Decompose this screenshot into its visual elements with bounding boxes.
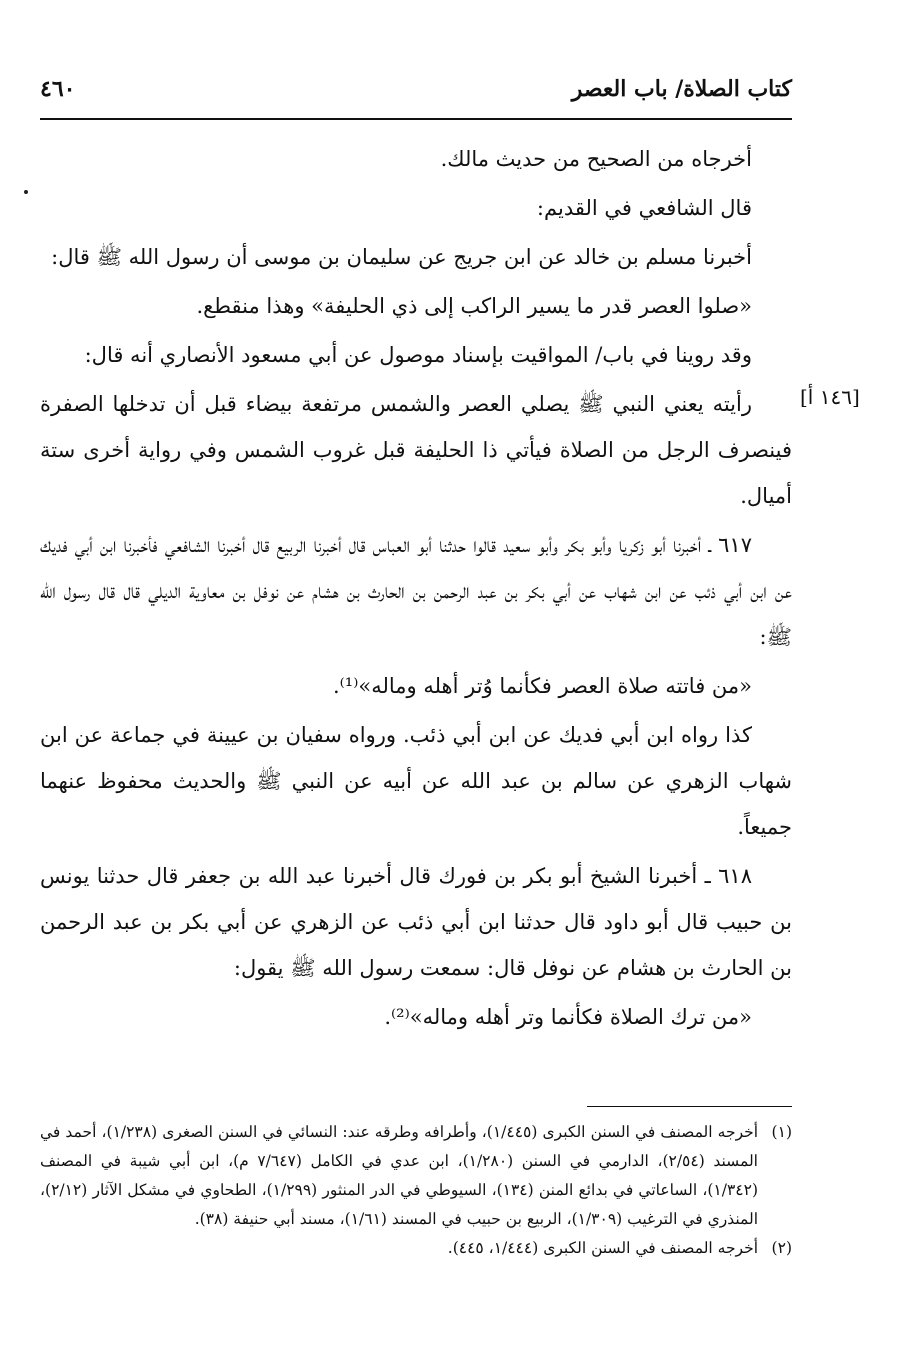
paragraph: كذا رواه ابن أبي فديك عن ابن أبي ذئب. ورواه سفيان بن عيينة في جماعة عن ابن شهاب الزهري عن سالم بن عبد الله عن أبيه عن النبي ﷺ والحديث محفوظ عنهما جميعاً. xyxy=(40,723,792,839)
header-rule xyxy=(40,118,792,120)
footnote-number: (٢) xyxy=(771,1239,792,1257)
paragraph: رأيته يعني النبي ﷺ يصلي العصر والشمس مرتفعة بيضاء قبل أن تدخلها الصفرة فينصرف الرجل من الصلاة فيأتي ذا الحليفة قبل غروب الشمس وفي رواية أخرى ستة أميال. xyxy=(40,392,792,508)
running-header xyxy=(40,76,792,106)
header-title: كتاب الصلاة/ باب العصر xyxy=(571,76,792,102)
footnotes xyxy=(40,1118,792,1263)
margin-dot xyxy=(24,190,28,194)
hadith-quote: «صلوا العصر قدر ما يسير الراكب إلى ذي الحليفة» وهذا منقطع. xyxy=(196,294,752,318)
margin-reference: [١٤٦ أ] xyxy=(800,385,860,409)
page-number: ٤٦٠ xyxy=(40,76,76,102)
main-text xyxy=(40,136,792,1043)
footnote-text: أخرجه المصنف في السنن الكبرى (١/٤٤٥)، وأطرافه وطرقه عند: النسائي في السنن الصغرى (١/٢٣٨)، أحمد في المسند (٢/٥٤)، الدارمي في السنن (١/٢٨٠)، ابن عدي في الكامل (٧/٦٤٧ م)، ابن أبي شيبة في المصنف (١/٣٤٢)، الساعاتي في بدائع المنن (١٣٤)، السيوطي في الدر المنثور (١/٢٩٩)، الطحاوي في مشكل الآثار (٢/١٢)، المنذري في الترغيب (١/٣٠٩)، الربيع بن حبيب في المسند (١/٦١)، مسند أبي حنيفة (٣٨). xyxy=(40,1123,759,1228)
footnote-rule xyxy=(587,1106,792,1107)
hadith-quote: «من فاتته صلاة العصر فكأنما وُتر أهله وماله»⁽¹⁾. xyxy=(332,674,752,698)
paragraph: وقد روينا في باب/ المواقيت بإسناد موصول عن أبي مسعود الأنصاري أنه قال: xyxy=(84,343,752,367)
hadith-quote: «من ترك الصلاة فكأنما وتر أهله وماله»⁽²⁾. xyxy=(384,1005,752,1029)
paragraph: أخرجاه من الصحيح من حديث مالك. xyxy=(440,147,752,171)
hadith-618: ٦١٨ ـ أخبرنا الشيخ أبو بكر بن فورك قال أخبرنا عبد الله بن جعفر قال حدثنا يونس بن حبيب قال أبو داود قال حدثنا ابن أبي ذئب عن الزهري عن أبي بكر بن عبد الرحمن بن الحارث بن هشام عن نوفل قال: سمعت رسول الله ﷺ يقول: xyxy=(40,864,792,980)
footnote-number: (١) xyxy=(771,1123,792,1141)
footnote xyxy=(40,1234,792,1263)
hadith-617: ٦١٧ ـ أخبرنا أبو زكريا وأبو بكر وأبو سعيد قالوا حدثنا أبو العباس قال أخبرنا الربيع قال أخبرنا الشافعي فأخبرنا ابن أبي فديك عن ابن أبي ذئب عن ابن شهاب عن أبي بكر بن عبد الرحمن بن الحارث بن هشام عن نوفل بن معاوية الديلي قال قال رسول الله ﷺ: xyxy=(40,533,792,649)
footnote-text: أخرجه المصنف في السنن الكبرى (١/٤٤٤، ٤٤٥). xyxy=(447,1239,758,1257)
paragraph: قال الشافعي في القديم: xyxy=(536,196,752,220)
paragraph: أخبرنا مسلم بن خالد عن ابن جريج عن سليمان بن موسى أن رسول الله ﷺ قال: xyxy=(51,245,752,269)
footnote xyxy=(40,1118,792,1234)
